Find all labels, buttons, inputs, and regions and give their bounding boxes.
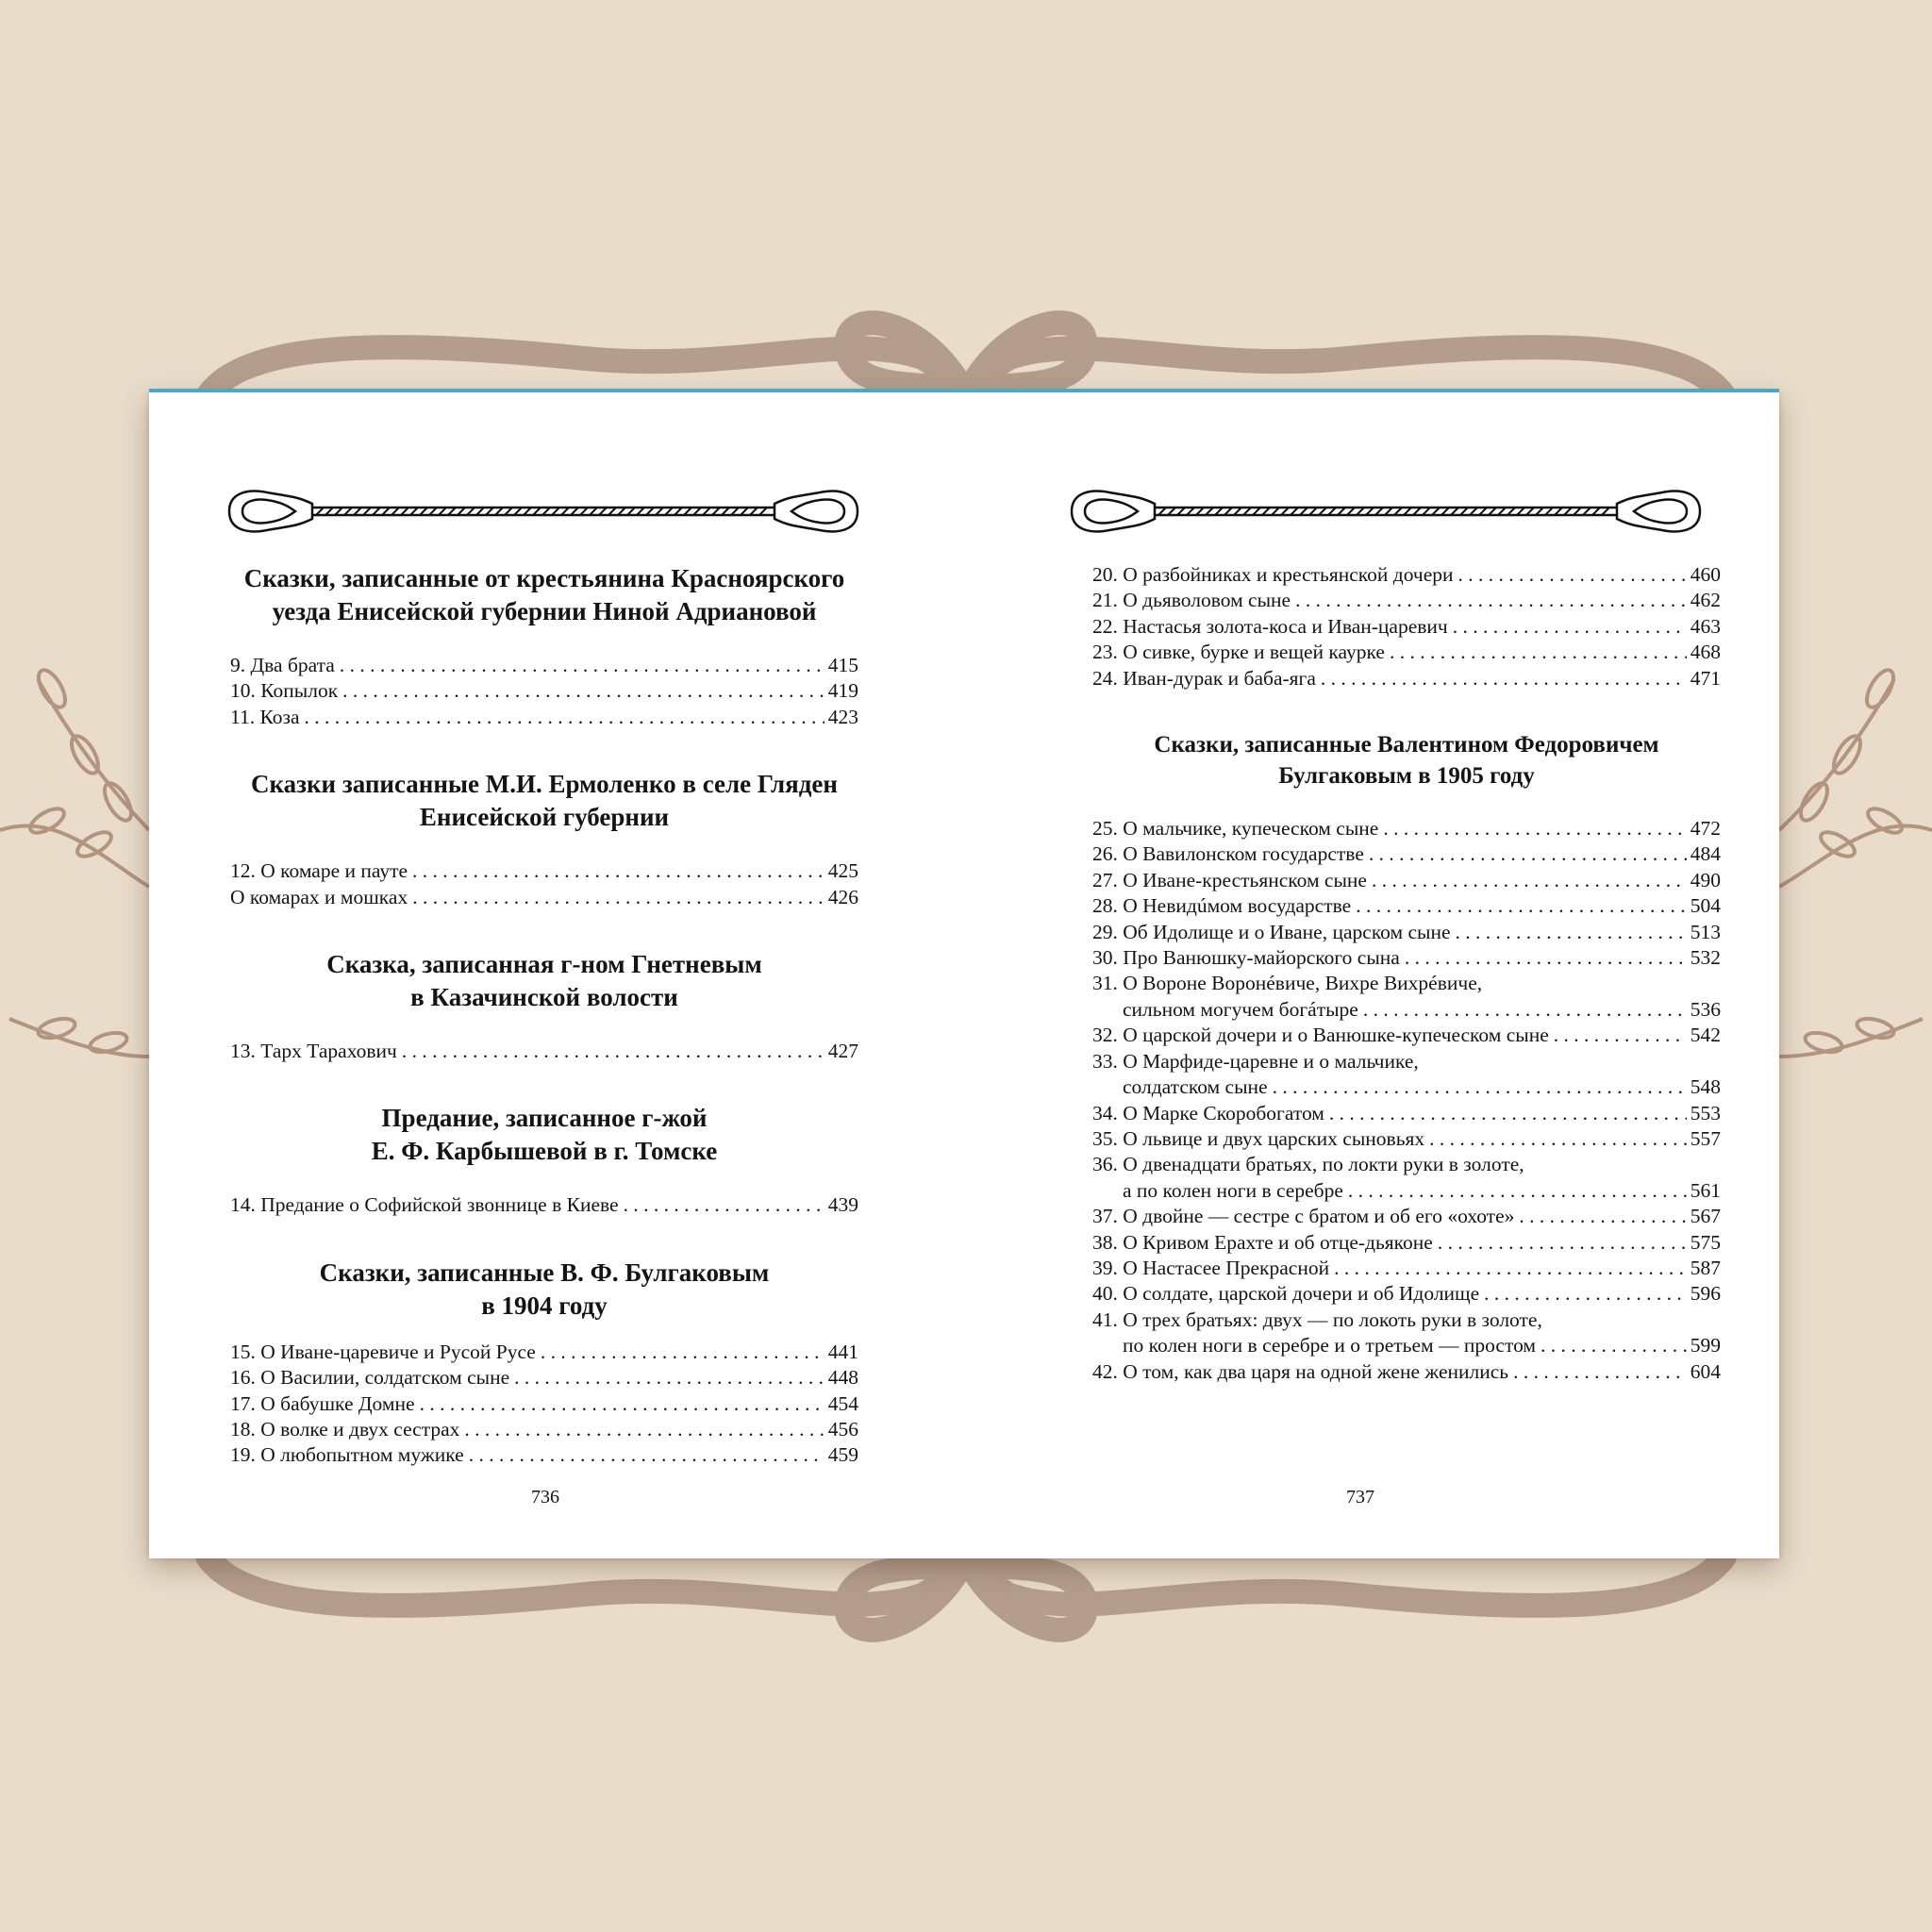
toc-entry[interactable]: 41. О трех братьях: двух — по локоть руки в золоте, <box>1092 1307 1542 1331</box>
section-heading: Сказки, записанные Валентином Федоровичем Булгаковым в 1905 году <box>1154 732 1659 790</box>
toc-entry[interactable]: 40. О солдате, царской дочери и об Идолище . . . 596 <box>1092 1281 1721 1307</box>
toc-entry[interactable]: 26. О Вавилонском государстве . . . 484 <box>1092 841 1721 867</box>
toc-entry[interactable]: 32. О царской дочери и о Ванюшке-купеческом сыне . . . 542 <box>1092 1023 1721 1048</box>
page-number: 737 <box>1346 1487 1374 1507</box>
toc-list <box>230 1192 858 1218</box>
toc-entry[interactable]: 19. О любопытном мужике . . . 459 <box>230 1442 858 1468</box>
toc-entry[interactable]: 35. О львице и двух царских сыновьях . . . 557 <box>1092 1126 1721 1152</box>
section-heading: Сказки, записанные В. Ф. Булгаковым в 1904 году <box>319 1257 770 1320</box>
rope-ornament-icon <box>222 485 865 538</box>
toc-entry[interactable]: 15. О Иване-царевиче и Русой Русе . . . 441 <box>230 1340 858 1365</box>
rope-ornament-icon <box>1064 485 1707 538</box>
toc-entry[interactable]: 30. Про Ванюшку-майорского сына . . . 532 <box>1092 945 1721 971</box>
toc-entry[interactable]: 22. Настасья золота-коса и Иван-царевич . . . 463 <box>1092 614 1721 640</box>
toc-entry[interactable]: 11. Коза . . . 423 <box>230 705 858 730</box>
toc-entry[interactable]: 28. О Невидúмом восударстве . . . 504 <box>1092 893 1721 919</box>
toc-entry-continuation[interactable]: солдатском сыне . . . 548 <box>1092 1074 1721 1100</box>
toc-entry[interactable]: 27. О Иване-крестьянском сыне . . . 490 <box>1092 868 1721 893</box>
toc-list <box>230 653 858 730</box>
toc-entry[interactable]: 39. О Настасее Прекрасной . . . 587 <box>1092 1256 1721 1281</box>
toc-entry[interactable]: 20. О разбойниках и крестьянской дочери . . . 460 <box>1092 562 1721 588</box>
toc-entry[interactable]: 34. О Марке Скоробогатом . . . 553 <box>1092 1101 1721 1126</box>
toc-entry[interactable]: О комарах и мошках . . . 426 <box>230 885 858 910</box>
toc-list <box>230 1340 858 1469</box>
toc-entry[interactable]: 18. О волке и двух сестрах . . . 456 <box>230 1417 858 1442</box>
toc-entry[interactable]: 24. Иван-дурак и баба-яга . . . 471 <box>1092 666 1721 691</box>
section-heading: Сказка, записанная г-ном Гнетневым в Казачинской волости <box>326 950 762 1012</box>
toc-entry-continuation[interactable]: сильном могучем богáтыре . . . 536 <box>1092 997 1721 1023</box>
toc-entry[interactable]: 42. О том, как два царя на одной жене женились . . . 604 <box>1092 1359 1721 1385</box>
section-heading: Сказки, записанные от крестьянина Красноярского уезда Енисейской губернии Ниной Адриановой <box>243 564 845 625</box>
toc-list <box>1092 816 1721 1385</box>
toc-entry[interactable]: 33. О Марфиде-царевне и о мальчике, <box>1092 1049 1419 1073</box>
toc-entry[interactable]: 36. О двенадцати братьях, по локти руки в золоте, <box>1092 1153 1524 1176</box>
toc-entry[interactable]: 10. Копылок . . . 419 <box>230 678 858 704</box>
section-heading: Предание, записанное г-жой Е. Ф. Карбышевой в г. Томске <box>371 1104 718 1166</box>
toc-entry[interactable]: 13. Тарх Тарахович . . . 427 <box>230 1039 858 1064</box>
page-number: 736 <box>531 1487 559 1507</box>
left-page <box>149 392 964 1558</box>
toc-entry[interactable]: 17. О бабушке Домне . . . 454 <box>230 1391 858 1417</box>
toc-entry[interactable]: 29. Об Идолище и о Иване, царском сыне . . . 513 <box>1092 920 1721 945</box>
toc-entry[interactable]: 14. Предание о Софийской звоннице в Киеве . . . 439 <box>230 1192 858 1218</box>
toc-entry[interactable]: 38. О Кривом Ерахте и об отце-дьяконе . . . 575 <box>1092 1230 1721 1256</box>
toc-entry[interactable]: 21. О дьяволовом сыне . . . 462 <box>1092 588 1721 613</box>
toc-list <box>230 858 858 910</box>
toc-entry-continuation[interactable]: по колен ноги в серебре и о третьем — простом . . . 599 <box>1092 1333 1721 1358</box>
toc-entry[interactable]: 25. О мальчике, купеческом сыне . . . 472 <box>1092 816 1721 841</box>
toc-list <box>1092 562 1721 691</box>
right-toc <box>1092 562 1721 1385</box>
toc-entry[interactable]: 23. О сивке, бурке и вещей каурке . . . 468 <box>1092 640 1721 665</box>
book-spread <box>149 392 1779 1558</box>
toc-entry[interactable]: 12. О комаре и пауте . . . 425 <box>230 858 858 884</box>
toc-entry[interactable]: 37. О двойне — сестре с братом и об его «охоте» . . . 567 <box>1092 1204 1721 1229</box>
toc-list <box>230 1039 858 1064</box>
section-heading: Сказки записанные М.И. Ермоленко в селе Гляден Енисейской губернии <box>251 770 838 832</box>
right-page <box>964 392 1779 1558</box>
toc-entry[interactable]: 9. Два брата . . . 415 <box>230 653 858 678</box>
left-toc <box>230 562 858 1469</box>
toc-entry[interactable]: 16. О Василии, солдатском сыне . . . 448 <box>230 1365 858 1391</box>
toc-entry[interactable]: 31. О Вороне Воронéвиче, Вихре Вихрéвиче, <box>1092 972 1483 995</box>
toc-entry-continuation[interactable]: а по колен ноги в серебре . . . 561 <box>1092 1178 1721 1204</box>
